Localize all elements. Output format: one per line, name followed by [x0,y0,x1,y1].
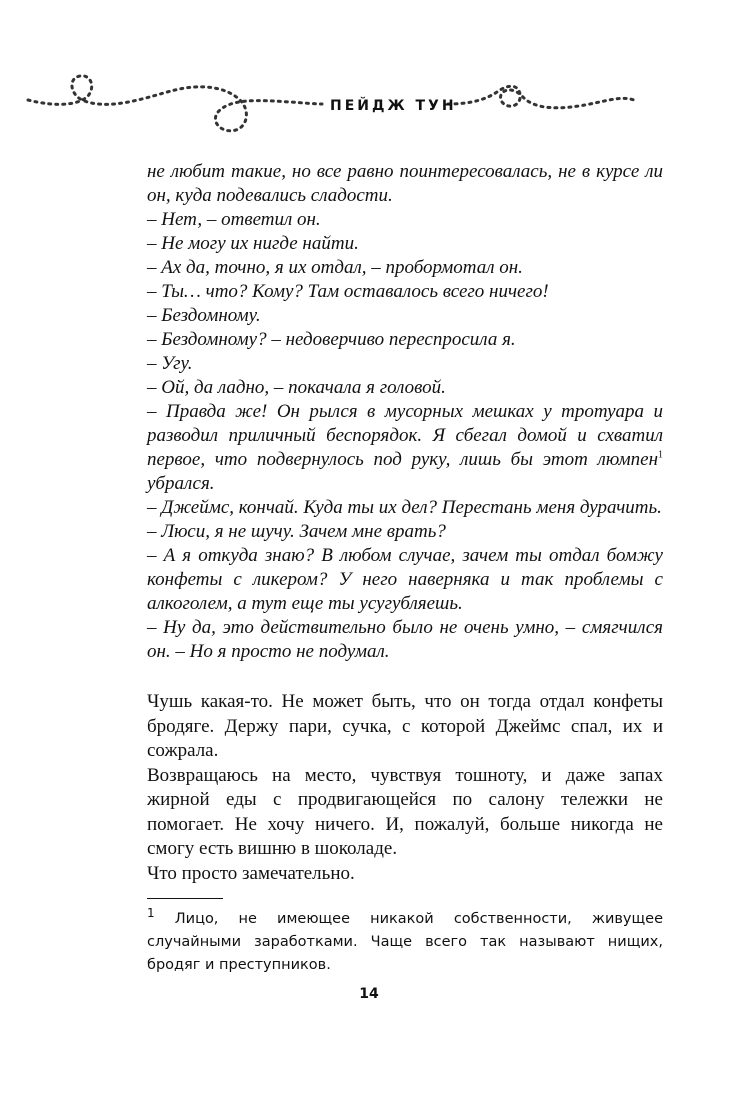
dialogue-line: – Ой, да ладно, – покачала я головой. [147,377,446,398]
dialogue-line: – Ты… что? Кому? Там оставалось всего ничего! [147,281,549,302]
dialogue-line: – А я откуда знаю? В любом случае, зачем ты отдал бомжу конфеты с ликером? У него наверняка и так проблемы с алкоголем, а тут еще ты усугубляешь. [147,545,663,614]
dialogue-line: – Джеймс, кончай. Куда ты их дел? Перестань меня дурачить. [147,497,662,518]
narrative-paragraph: Возвращаюсь на место, чувствуя тошноту, и даже запах жирной еды с продвигающейся по салону тележки не помогает. Не хочу ничего. И, пожалуй, больше никогда не смогу есть вишню в шоколаде. [147,764,663,859]
footnote-rule [147,898,223,899]
dialogue-line: – Люси, я не шучу. Зачем мне врать? [147,521,446,542]
footnote [147,908,663,977]
dialogue-text: – Правда же! Он рылся в мусорных мешках у тротуара и разводил приличный беспорядок. Я сбегал домой и схватил первое, что подвернулось под руку, лишь бы этот люмпен [147,401,663,470]
dialogue-line: не любит такие, но все равно поинтересовалась, не в курсе ли он, куда подевались сладости. [147,161,663,206]
footnote-reference: 1 [658,449,663,461]
footnote-number: 1 [147,906,155,921]
narrative-paragraph: Что просто замечательно. [147,862,355,884]
narrative-paragraph: Чушь какая-то. Не может быть, что он тогда отдал конфеты бродяге. Держу пари, сучка, с которой Джеймс спал, их и сожрала. [147,691,663,761]
dialogue-line: – Ах да, точно, я их отдал, – пробормотал он. [147,257,523,278]
narrative-block [147,690,663,886]
dialogue-line: – Нет, – ответил он. [147,209,321,230]
dialogue-line: – Бездомному? – недоверчиво переспросила я. [147,329,516,350]
dialogue-line: – Бездомному. [147,305,261,326]
dialogue-line-with-note [147,400,663,496]
dialogue-line: – Не могу их нигде найти. [147,233,359,254]
page-number: 14 [359,986,379,1002]
dialogue-block [147,160,663,664]
running-head: ПЕЙДЖ ТУН [330,98,457,114]
dialogue-line: – Ну да, это действительно было не очень умно, – смягчился он. – Но я просто не подумал. [147,617,663,662]
dialogue-text-tail: убрался. [147,473,215,494]
dialogue-line: – Угу. [147,353,193,374]
footnote-text: Лицо, не имеющее никакой собственности, живущее случайными заработками. Чаще всего так называют нищих, бродяг и преступников. [147,911,663,973]
